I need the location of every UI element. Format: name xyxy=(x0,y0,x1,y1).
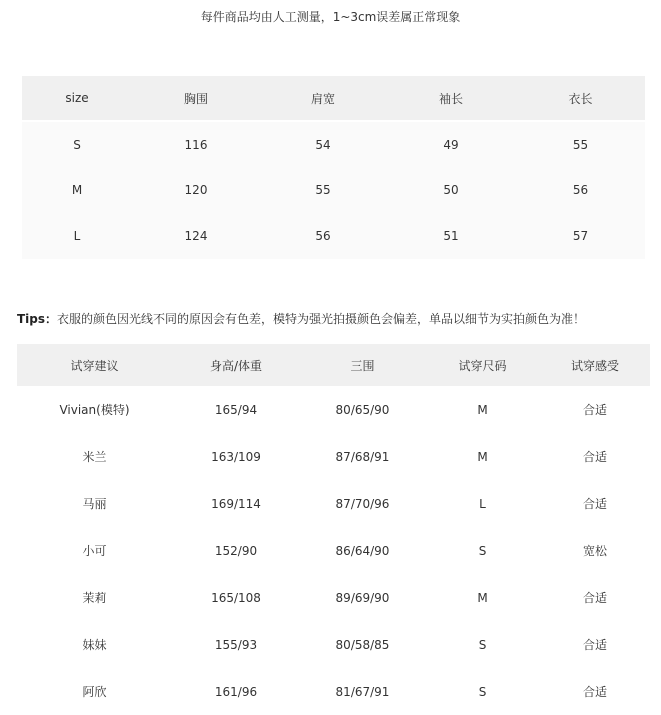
cell-model: 阿欣 xyxy=(82,685,107,699)
cell-shoulder: 56 xyxy=(315,229,331,243)
cell-fit-feel: 合适 xyxy=(582,403,607,417)
header-size: size xyxy=(65,91,89,105)
cell-measurements: 81/67/91 xyxy=(335,684,390,699)
cell-measurements: 80/58/85 xyxy=(335,637,390,652)
table-row xyxy=(17,574,650,621)
header-fit-size: 试穿尺码 xyxy=(458,358,507,373)
table-row xyxy=(22,121,645,167)
cell-fit-feel: 合适 xyxy=(582,685,607,699)
cell-fit-size: M xyxy=(477,449,488,464)
cell-model: 小可 xyxy=(82,544,107,558)
cell-fit-feel: 合适 xyxy=(582,591,607,605)
cell-fit-size: M xyxy=(477,402,488,417)
header-bust: 胸围 xyxy=(183,91,208,106)
cell-height-weight: 155/93 xyxy=(214,637,258,652)
size-chart-table xyxy=(22,76,645,259)
cell-bust: 124 xyxy=(184,229,208,243)
table-row xyxy=(17,668,650,715)
cell-bust: 116 xyxy=(132,121,260,167)
cell-fit-size: S xyxy=(478,543,487,558)
cell-length: 55 xyxy=(516,121,645,167)
cell-model: 马丽 xyxy=(82,497,107,511)
cell-height-weight: 152/90 xyxy=(214,543,258,558)
cell-model: 米兰 xyxy=(82,450,107,464)
table-row xyxy=(22,213,645,259)
header-shoulder: 肩宽 xyxy=(310,91,335,106)
cell-fit-size: S xyxy=(478,684,487,699)
cell-length: 57 xyxy=(572,229,589,243)
color-tips xyxy=(17,310,661,327)
tips-text: 衣服的颜色因光线不同的原因会有色差，模特为强光拍摄颜色会偏差，单品以细节为实拍颜色为准！ xyxy=(57,312,586,326)
cell-fit-feel: 合适 xyxy=(582,638,607,652)
cell-fit-feel: 合适 xyxy=(582,497,607,511)
cell-measurements: 87/68/91 xyxy=(335,449,390,464)
size-table-header-row xyxy=(22,76,645,121)
cell-size: L xyxy=(73,229,81,243)
cell-model: 茉莉 xyxy=(82,591,107,605)
cell-fit-feel: 合适 xyxy=(582,450,607,464)
header-height-weight: 身高/体重 xyxy=(209,358,263,373)
fit-table-header-row xyxy=(17,344,650,386)
table-row xyxy=(17,621,650,668)
cell-height-weight: 165/108 xyxy=(211,590,261,605)
fitting-table xyxy=(17,344,650,715)
cell-model: 妹妹 xyxy=(82,638,107,652)
cell-bust: 120 xyxy=(184,183,208,197)
cell-sleeve: 49 xyxy=(386,121,516,167)
cell-length: 56 xyxy=(572,183,589,197)
header-measurements: 三围 xyxy=(350,358,375,373)
header-length: 衣长 xyxy=(568,91,593,106)
cell-fit-size: L xyxy=(479,496,486,511)
cell-fit-feel: 宽松 xyxy=(582,544,607,558)
header-fit-feel: 试穿感受 xyxy=(570,358,619,373)
cell-height-weight: 161/96 xyxy=(214,684,258,699)
cell-measurements: 89/69/90 xyxy=(335,590,390,605)
cell-shoulder: 54 xyxy=(260,121,386,167)
measurement-notice: 每件商品均由人工测量，1~3cm误差属正常现象 xyxy=(200,10,461,24)
table-row xyxy=(17,386,650,433)
cell-shoulder: 55 xyxy=(315,183,331,197)
cell-height-weight: 163/109 xyxy=(211,449,261,464)
cell-size: S xyxy=(22,121,132,167)
tips-label: Tips： xyxy=(17,312,58,326)
table-row xyxy=(17,527,650,574)
table-row xyxy=(17,480,650,527)
cell-model: Vivian(模特) xyxy=(59,403,130,417)
cell-measurements: 80/65/90 xyxy=(335,402,390,417)
cell-fit-size: S xyxy=(478,637,487,652)
header-model: 试穿建议 xyxy=(70,358,119,373)
cell-height-weight: 169/114 xyxy=(211,496,261,511)
header-sleeve: 袖长 xyxy=(438,91,463,106)
cell-height-weight: 165/94 xyxy=(214,402,258,417)
cell-size: M xyxy=(71,183,83,197)
cell-measurements: 86/64/90 xyxy=(335,543,390,558)
cell-sleeve: 51 xyxy=(443,229,459,243)
cell-sleeve: 50 xyxy=(443,183,459,197)
cell-fit-size: M xyxy=(477,590,488,605)
cell-measurements: 87/70/96 xyxy=(335,496,390,511)
table-row xyxy=(17,433,650,480)
table-row xyxy=(22,167,645,213)
